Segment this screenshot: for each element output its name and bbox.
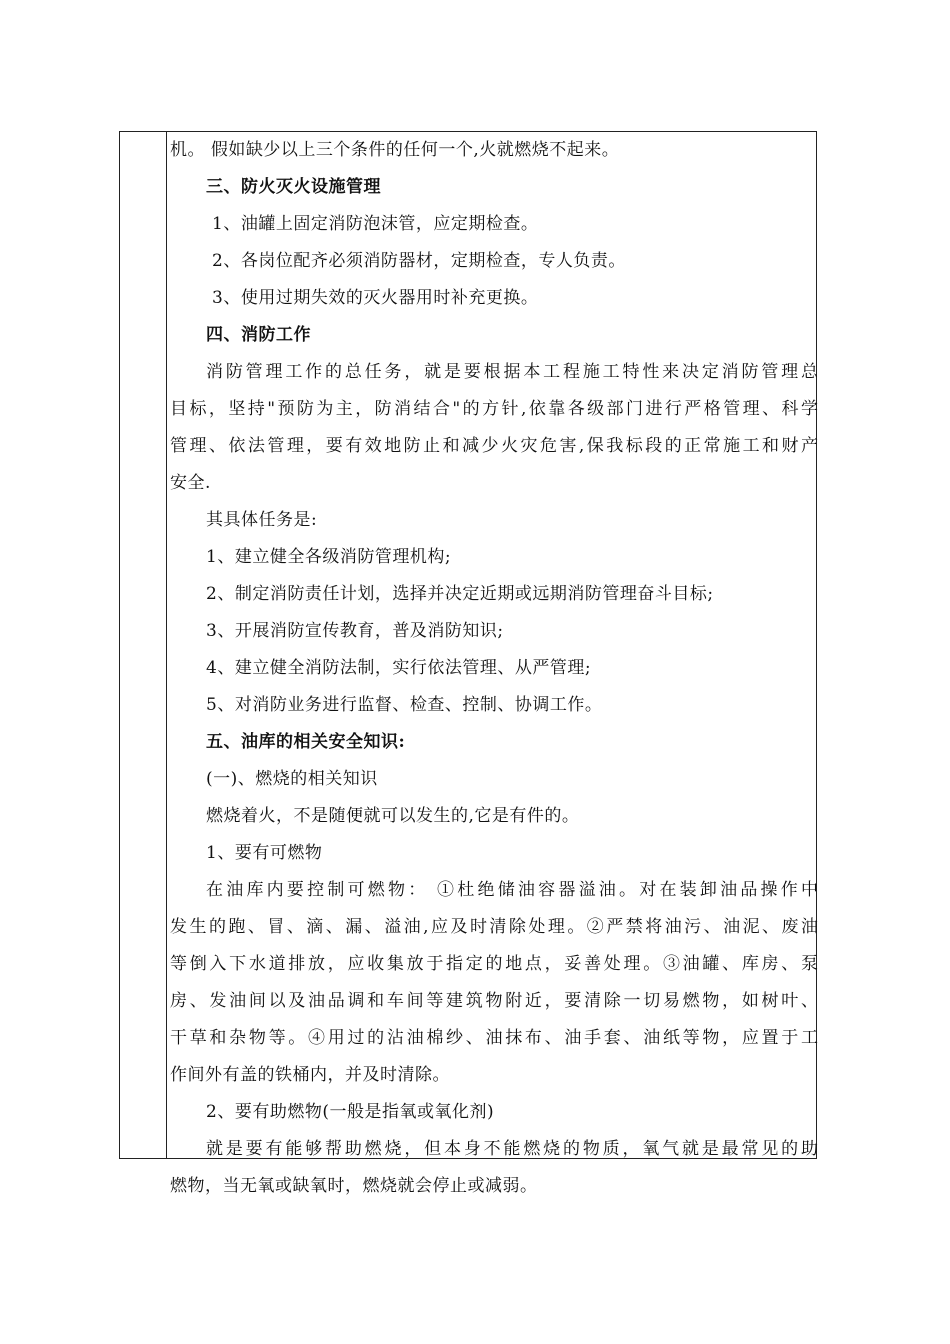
paragraph-line: 发生的跑、冒、滴、漏、溢油,应及时清除处理。②严禁将油污、油泥、废油 <box>170 917 818 937</box>
paragraph-line: 管理、依法管理，要有效地防止和减少火灾危害,保我标段的正常施工和财产 <box>170 436 818 456</box>
paragraph-line: 安全. <box>170 473 211 493</box>
document-table <box>119 131 818 1196</box>
list-item: 5、对消防业务进行监督、检查、控制、协调工作。 <box>206 695 603 715</box>
subsection-heading: (一)、燃烧的相关知识 <box>206 769 378 789</box>
text-line: 机。 假如缺少以上三个条件的任何一个,火就燃烧不起来。 <box>170 140 620 160</box>
paragraph-line: 干草和杂物等。④用过的沾油棉纱、油抹布、油手套、油纸等物，应置于工 <box>170 1028 818 1048</box>
left-label-column <box>120 132 167 1158</box>
paragraph-line: 消防管理工作的总任务，就是要根据本工程施工特性来决定消防管理总 <box>206 362 818 382</box>
list-item: 1、建立健全各级消防管理机构; <box>206 547 452 567</box>
paragraph-line: 燃物，当无氧或缺氧时，燃烧就会停止或减弱。 <box>170 1176 538 1196</box>
paragraph-line: 燃烧着火，不是随便就可以发生的,它是有件的。 <box>206 806 580 826</box>
list-item: 1、油罐上固定消防泡沫管，应定期检查。 <box>212 214 539 234</box>
subsection-heading: 1、要有可燃物 <box>206 843 323 863</box>
list-item: 4、建立健全消防法制，实行依法管理、从严管理; <box>206 658 592 678</box>
content-cell <box>168 132 818 1196</box>
paragraph-line: 房、发油间以及油品调和车间等建筑物附近，要清除一切易燃物，如树叶、 <box>170 991 818 1011</box>
list-item: 2、制定消防责任计划，选择并决定近期或远期消防管理奋斗目标; <box>206 584 714 604</box>
section-heading-4: 四、消防工作 <box>206 325 311 345</box>
subsection-heading: 2、要有助燃物(一般是指氧或氧化剂) <box>206 1102 495 1122</box>
list-item: 2、各岗位配齐必须消防器材，定期检查，专人负责。 <box>212 251 626 271</box>
section-heading-3: 三、防火灭火设施管理 <box>206 177 381 197</box>
list-item: 3、使用过期失效的灭火器用时补充更换。 <box>212 288 539 308</box>
paragraph-line: 等倒入下水道排放，应收集放于指定的地点，妥善处理。③油罐、库房、泵 <box>170 954 818 974</box>
paragraph-line: 目标，坚持"预防为主，防消结合"的方针,依靠各级部门进行严格管理、科学 <box>170 399 818 419</box>
paragraph-line: 其具体任务是: <box>206 510 318 530</box>
section-heading-5: 五、油库的相关安全知识: <box>206 732 406 752</box>
paragraph-line: 作间外有盖的铁桶内，并及时清除。 <box>170 1065 450 1085</box>
paragraph-line: 在油库内要控制可燃物： ①杜绝储油容器溢油。对在装卸油品操作中 <box>206 880 818 900</box>
list-item: 3、开展消防宣传教育，普及消防知识; <box>206 621 504 641</box>
paragraph-line: 就是要有能够帮助燃烧，但本身不能燃烧的物质，氧气就是最常见的助 <box>206 1139 818 1159</box>
